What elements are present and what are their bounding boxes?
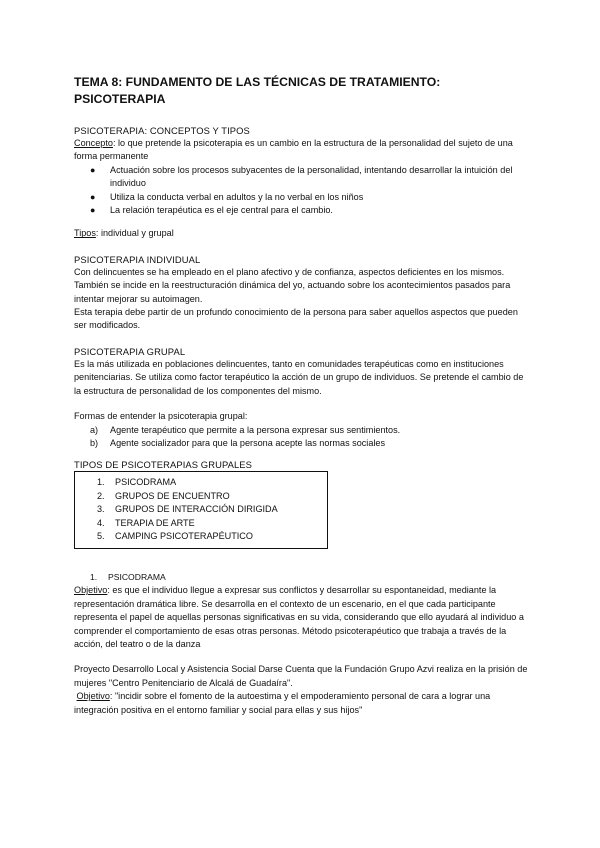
list-item <box>97 503 327 516</box>
section-psicodrama <box>74 571 530 717</box>
tipos-grupales-box <box>74 471 328 549</box>
bullet-icon: ● <box>90 205 96 216</box>
section-heading: PSICOTERAPIA GRUPAL <box>74 345 186 357</box>
tipos-grupales-list <box>75 476 327 543</box>
list-item <box>97 476 327 489</box>
list-item-text: PSICODRAMA <box>115 477 177 488</box>
list-item <box>90 204 530 217</box>
tipos-paragraph <box>74 227 530 240</box>
list-item-text: GRUPOS DE ENCUENTRO <box>115 490 230 501</box>
formas-list <box>74 424 530 451</box>
list-item <box>97 530 327 543</box>
list-marker: 4. <box>97 517 105 528</box>
list-item <box>90 164 530 191</box>
formas-intro: Formas de entender la psicoterapia grupal: <box>74 411 248 422</box>
concepto-label: Concepto <box>74 138 113 148</box>
concepto-bullet-list <box>74 164 530 218</box>
list-item <box>90 191 530 204</box>
objetivo-text: : es que el individuo llegue a expresar sus conflictos y desarrollar su espontaneidad, mediante la representación dramática libre. Se desarrolla en el contexto de un escenario, en el que cada participante representa el papel de aquellas personas significativas en su vida, considerando que ello ayudará al individuo a comprender el comportamiento de esas otras personas. Método psicoterapéutico que trabaja a través de la acción, del teatro o de la danza <box>74 585 524 649</box>
section-heading: TIPOS DE PSICOTERAPIAS GRUPALES <box>74 459 252 471</box>
list-item-text: TERAPIA DE ARTE <box>115 517 195 528</box>
list-item-text: CAMPING PSICOTERAPÉUTICO <box>115 530 253 541</box>
list-item-text: Actuación sobre los procesos subyacentes de la personalidad, intentando desarrollar la intuición del individuo <box>110 164 513 189</box>
objetivo2-paragraph <box>74 690 530 717</box>
list-item-text: Agente terapéutico que permite a la persona expresar sus sentimientos. <box>110 424 401 435</box>
subsection-heading-text: PSICODRAMA <box>108 572 166 583</box>
list-marker: 1. <box>90 572 98 583</box>
list-marker: b) <box>90 437 99 448</box>
tipos-text: : individual y grupal <box>95 228 174 239</box>
concepto-paragraph <box>74 137 530 164</box>
section-psicoterapia-grupal <box>74 345 530 450</box>
subsection-heading <box>74 571 530 584</box>
bullet-icon: ● <box>90 164 96 175</box>
objetivo-label: Objetivo <box>74 585 108 596</box>
document-title: TEMA 8: FUNDAMENTO DE LAS TÉCNICAS DE TRATAMIENTO: PSICOTERAPIA <box>74 75 441 106</box>
tipos-label: Tipos <box>74 228 96 239</box>
section-conceptos-tipos <box>74 124 530 241</box>
section-tipos-grupales <box>74 458 530 549</box>
list-marker: 2. <box>97 490 105 501</box>
paragraph: Es la más utilizada en poblaciones delincuentes, tanto en comunidades terapéuticas como en instituciones penitenciarias. Se utiliza como factor terapéutico la acción de un grupo de individuos. Se pretende el cambio de la estructura de personalidad de los componentes del mismo. <box>74 358 524 396</box>
list-item <box>90 424 530 437</box>
list-marker: 3. <box>97 504 105 515</box>
list-marker: 1. <box>97 477 105 488</box>
list-item <box>97 490 327 503</box>
list-item-text: La relación terapéutica es el eje central para el cambio. <box>110 205 333 216</box>
list-item <box>90 437 530 450</box>
list-item-text: Utiliza la conducta verbal en adultos y la no verbal en los niños <box>110 191 364 202</box>
list-item-text: Agente socializador para que la persona acepte las normas sociales <box>110 437 385 448</box>
list-item <box>97 517 327 530</box>
objetivo-paragraph <box>74 584 530 651</box>
section-heading: PSICOTERAPIA INDIVIDUAL <box>74 253 201 265</box>
list-marker: a) <box>90 424 99 435</box>
objetivo2-text: : "incidir sobre el fomento de la autoestima y el empoderamiento personal de cara a lograr una integración positiva en el entorno familiar y social para ellas y sus hijos" <box>74 691 491 715</box>
list-marker: 5. <box>97 530 105 541</box>
paragraph: Esta terapia debe partir de un profundo conocimiento de la persona para saber aquellos aspectos que pueden ser modificados. <box>74 307 518 331</box>
objetivo2-label: Objetivo <box>76 691 110 702</box>
document-page <box>74 74 530 717</box>
concepto-text: : lo que pretende la psicoterapia es un cambio en la estructura de la personalidad del sujeto de una forma permanente <box>74 138 513 162</box>
paragraph: Con delincuentes se ha empleado en el plano afectivo y de confianza, aspectos deficientes en los mismos. También se incide en la reestructuración dinámica del yo, actuando sobre los acontecimientos pasados para intentar mejorar su autoimagen. <box>74 266 511 304</box>
list-item-text: GRUPOS DE INTERACCIÓN DIRIGIDA <box>115 504 278 515</box>
proyecto-paragraph: Proyecto Desarrollo Local y Asistencia Social Darse Cuenta que la Fundación Grupo Azvi realiza en la prisión de mujeres "Centro Penitenciario de Alcalá de Guadaíra". <box>74 664 528 688</box>
section-psicoterapia-individual <box>74 253 530 333</box>
bullet-icon: ● <box>90 191 96 202</box>
section-heading: PSICOTERAPIA: CONCEPTOS Y TIPOS <box>74 125 250 136</box>
